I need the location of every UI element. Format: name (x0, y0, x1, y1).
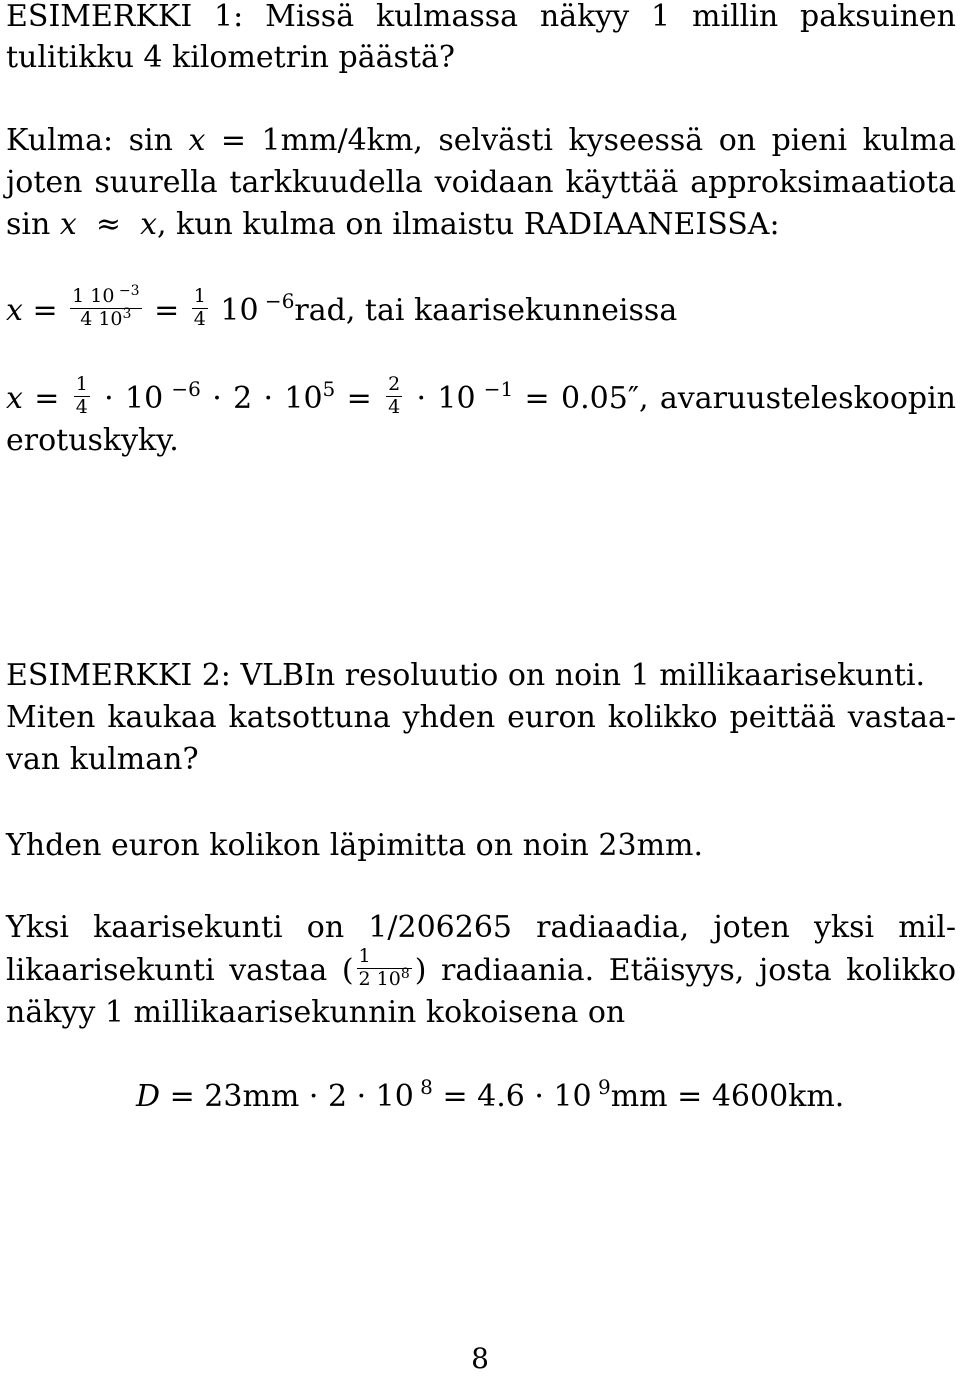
example2-title-line2: Miten kaukaa katsottuna yhden euron kolikko peittää vastaa- (6, 700, 956, 735)
example1-text-line3: sin x ≈ x, kun kulma on ilmaistu RADIAANEISSA: (6, 207, 780, 242)
equation-2-line2: erotuskyky. (6, 423, 179, 458)
example2-text-2-line2: likaarisekunti vastaa ( $\frac{1}{2 10^8}$ ) radiaania. Etäisyys, josta kolikko (6, 944, 957, 990)
equation-2: x = $\frac{1}{4}$ · 10 $^{-6} \cdot 2 \cdot 10^5$ = $\frac{2}{4}$ · 10 $^{-1}$ = 0.05″, avaruusteleskoopin (6, 372, 956, 418)
example1-text-line1: Kulma: sin x = 1mm/4km, selvästi kyseessä on pieni kulma (6, 123, 956, 158)
equation-3: D = 23mm · 2 · 10 $^8$ = 4.6 · 10 $^9$mm = 4600km. (136, 1075, 845, 1114)
equation-1: x = $\frac{1 10 ^{-3}}{4 10^3}$ = $\frac{1}{4}$ 10 $^{-6}$rad, tai kaarisekunneissa (6, 282, 678, 330)
example2-text-2-line1: Yksi kaarisekunti on 1/206265 radiaadia, joten yksi mil- (6, 910, 956, 945)
example1-text-line2: joten suurella tarkkuudella voidaan käyttää approksimaatiota (6, 165, 956, 200)
example1-title-line1: ESIMERKKI 1: Missä kulmassa näkyy 1 millin paksuinen (6, 0, 956, 34)
example2-title-line3: van kulman? (6, 742, 199, 777)
example1-title-line2: tulitikku 4 kilometrin päästä? (6, 40, 455, 75)
example2-title-line1: ESIMERKKI 2: VLBIn resoluutio on noin 1 millikaarisekunti. (6, 658, 926, 693)
example2-text-1: Yhden euron kolikon läpimitta on noin 23mm. (6, 828, 704, 863)
example2-text-2-line3: näkyy 1 millikaarisekunnin kokoisena on (6, 995, 626, 1030)
page-number: 8 (471, 1342, 489, 1375)
